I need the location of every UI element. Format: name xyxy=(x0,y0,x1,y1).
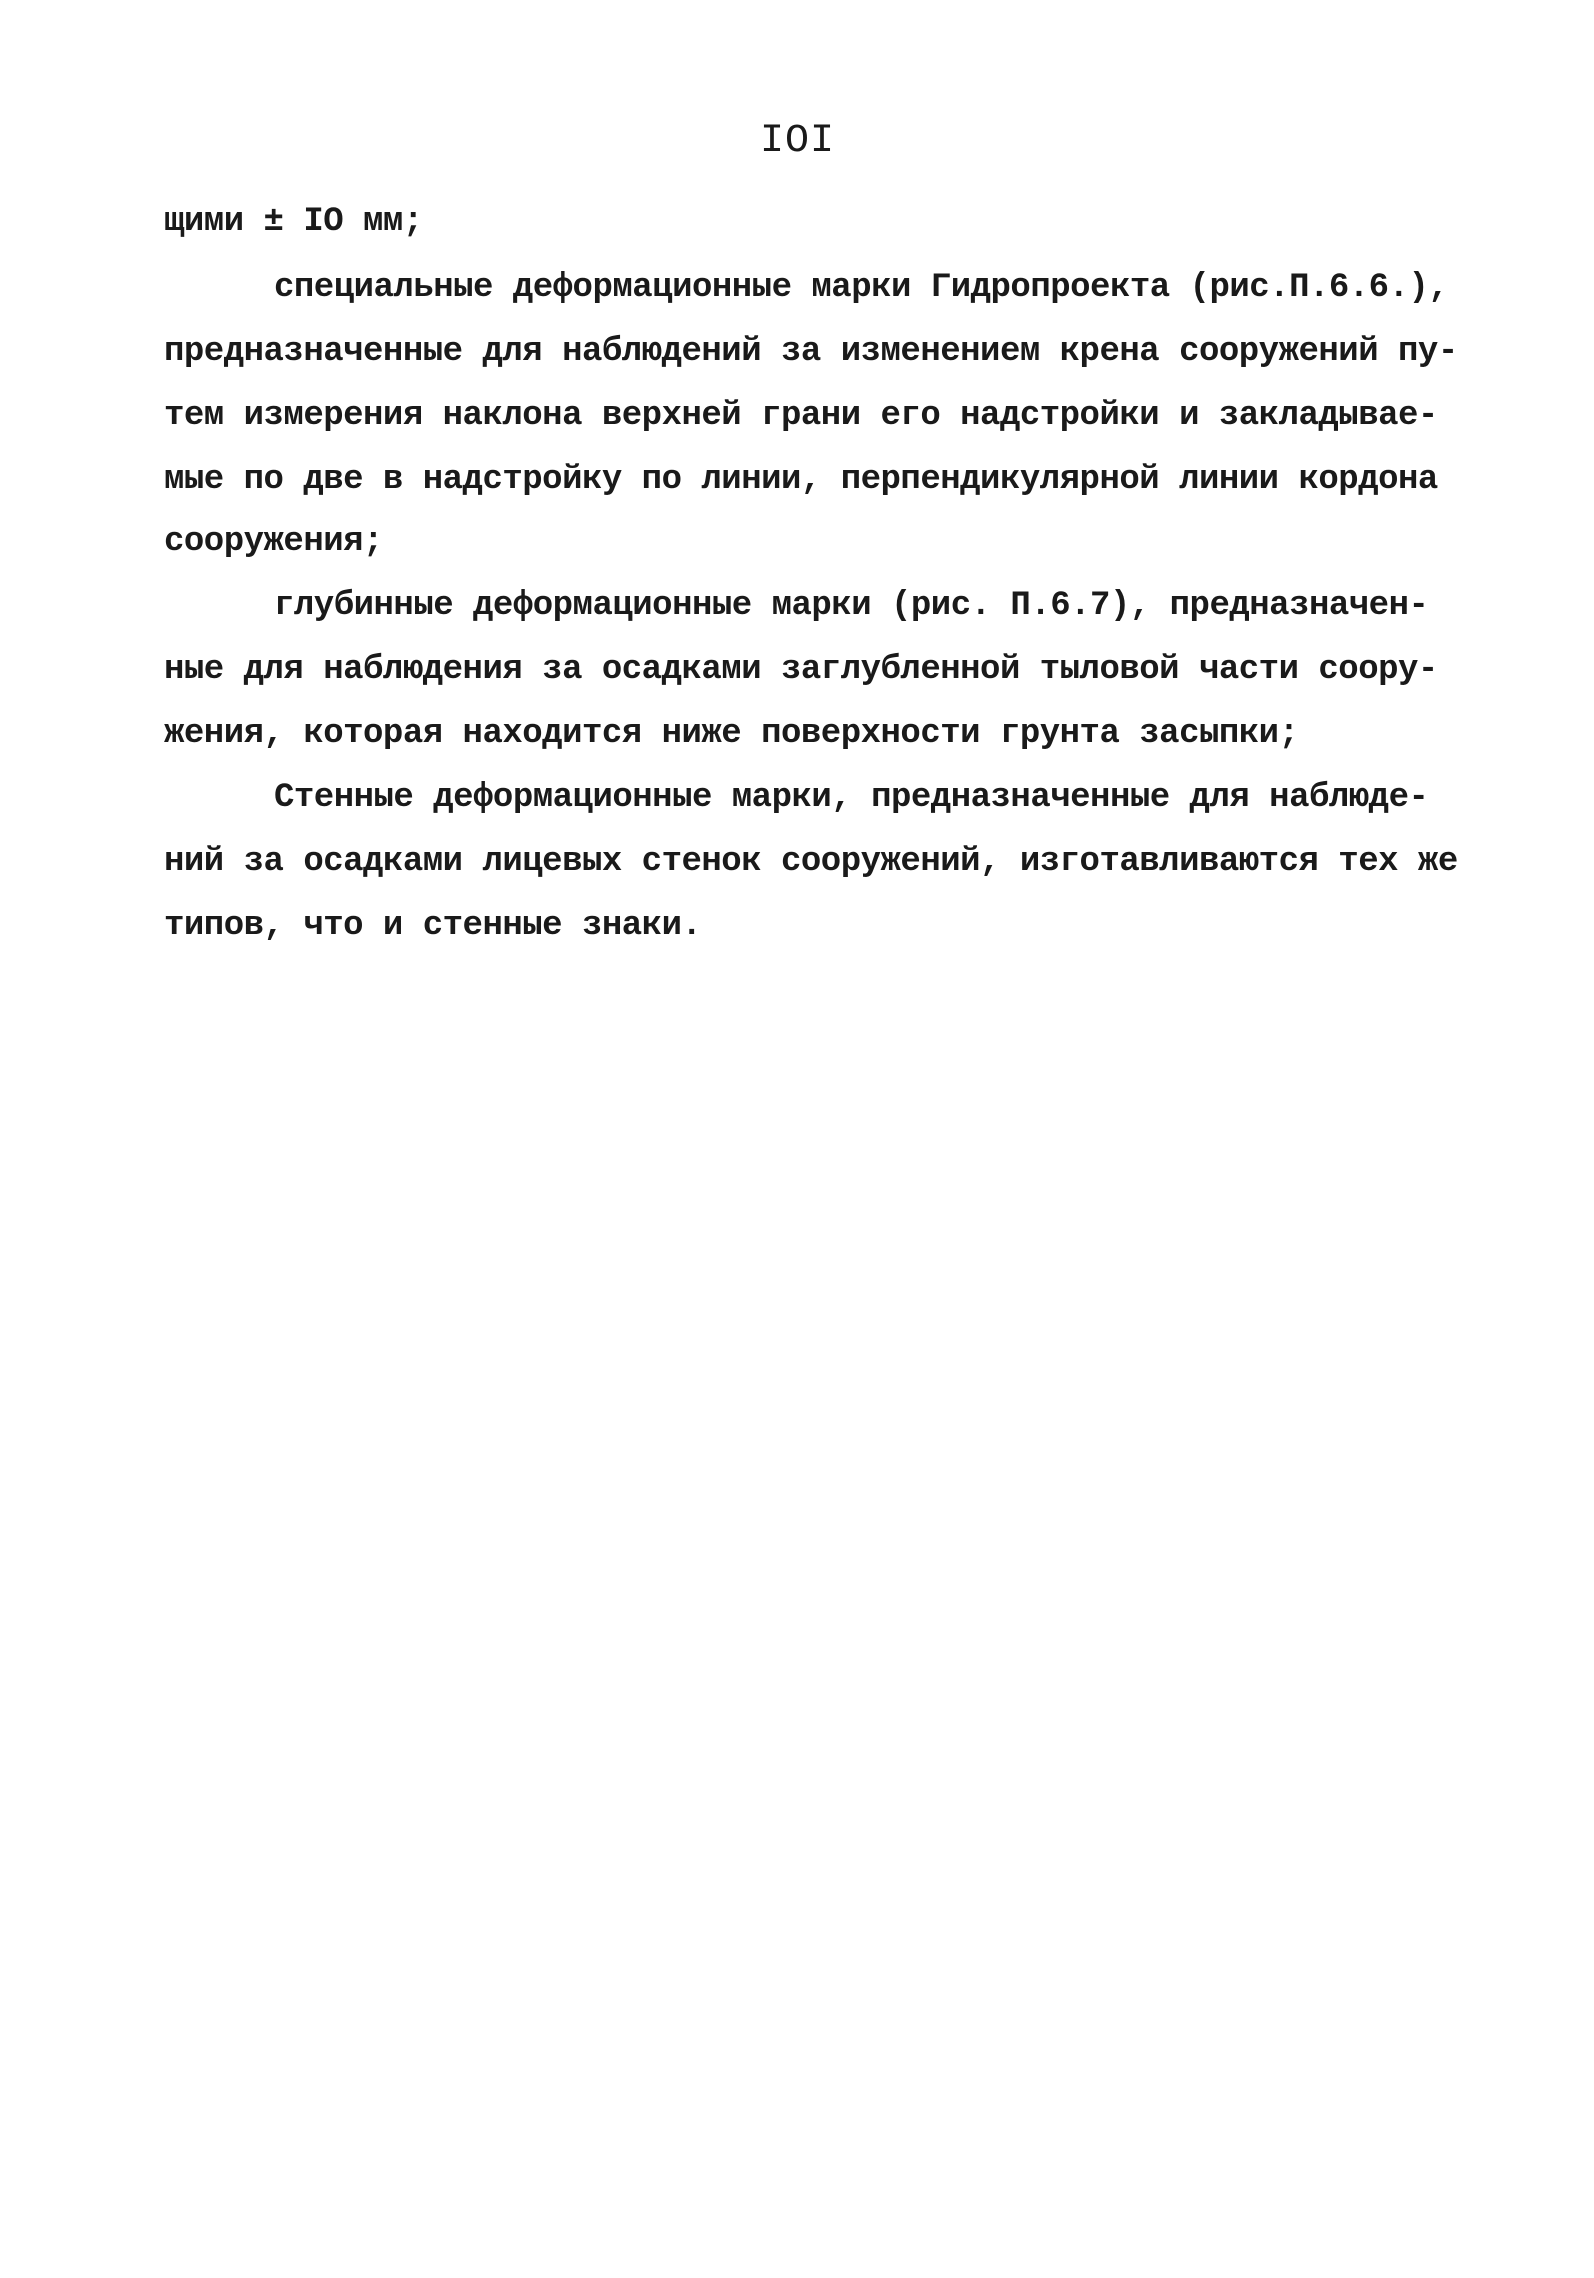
text-line: предназначенные для наблюдений за изменением крена сооружений пу- xyxy=(164,333,1458,371)
text-line: сооружения; xyxy=(164,523,383,561)
text-line: мые по две в надстройку по линии, перпендикулярной линии кордона xyxy=(164,461,1438,499)
page-number: IOI xyxy=(760,119,836,164)
paragraph-start-line: специальные деформационные марки Гидропроекта (рис.П.6.6.), xyxy=(274,269,1449,307)
text-line: тем измерения наклона верхней грани его надстройки и закладывае- xyxy=(164,397,1438,435)
text-line: щими ± IO мм; xyxy=(164,203,423,241)
text-line: ные для наблюдения за осадками заглубленной тыловой части соору- xyxy=(164,651,1438,689)
paragraph-start-line: Стенные деформационные марки, предназначенные для наблюде- xyxy=(274,779,1429,817)
paragraph-start-line: глубинные деформационные марки (рис. П.6.7), предназначен- xyxy=(274,587,1429,625)
text-line: ний за осадками лицевых стенок сооружений, изготавливаются тех же xyxy=(164,843,1458,881)
text-line: жения, которая находится ниже поверхности грунта засыпки; xyxy=(164,715,1299,753)
text-line: типов, что и стенные знаки. xyxy=(164,907,702,945)
